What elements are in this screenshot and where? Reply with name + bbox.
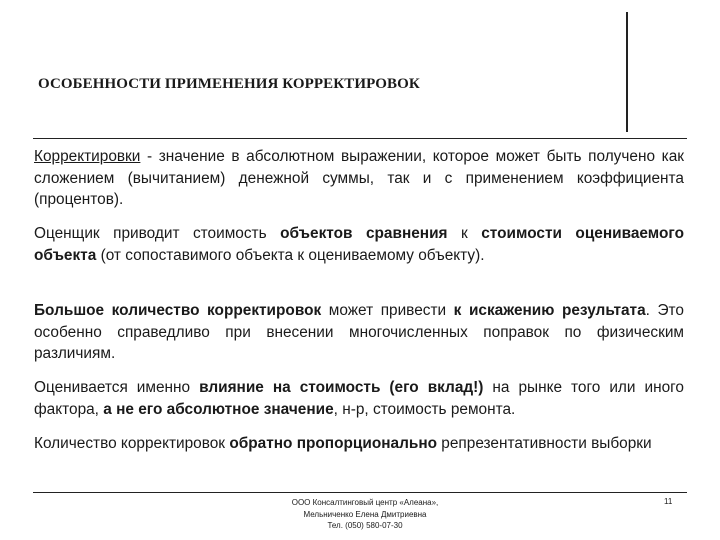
paragraph-influence	[34, 377, 684, 420]
paragraph-appraiser	[34, 223, 684, 266]
paragraph-many-corrections	[34, 300, 684, 365]
p2-text-2: к	[447, 225, 482, 242]
paragraph-definition	[34, 146, 684, 211]
p2-bold-2: стоимости оцениваемого объекта	[34, 225, 684, 264]
p4-text-3: , н-р, стоимость ремонта.	[333, 400, 516, 418]
p5-text-1: Количество корректировок	[34, 435, 230, 452]
vertical-divider	[626, 12, 628, 132]
p4-bold-1: влияние на стоимость (его вклад!)	[199, 379, 484, 396]
p4-text-2: на рынке того или иного фактора,	[34, 379, 684, 418]
p4-bold-2: а не его абсолютное значение	[103, 400, 334, 418]
footer-phone: Тел. (050) 580-07-30	[327, 521, 403, 530]
term-corrections: Корректировки	[34, 148, 141, 165]
p3-bold-2: к искажению результата	[453, 302, 646, 319]
p5-bold-1: обратно пропорционально	[229, 435, 438, 452]
p2-text-1: Оценщик приводит стоимость	[34, 225, 281, 242]
footer-divider	[33, 492, 687, 493]
p3-text-1: может привести	[321, 302, 454, 319]
p4-text-1: Оценивается именно	[34, 379, 200, 396]
paragraph-count	[34, 433, 684, 455]
footer	[250, 497, 480, 532]
p5-text-2: репрезентативности выборки	[437, 435, 652, 452]
title-divider	[33, 138, 687, 139]
p3-bold-1: Большое количество корректировок	[34, 302, 322, 319]
p3-text-2: . Это особенно справедливо при внесении многочисленных поправок по физическим различиям.	[34, 302, 684, 362]
p2-bold-1: объектов сравнения	[280, 225, 448, 242]
p2-text-3: (от сопоставимого объекта к оцениваемому объекту).	[96, 246, 485, 264]
footer-author: Мельниченко Елена Дмитриевна	[303, 509, 427, 519]
footer-company: ООО Консалтинговый центр «Алеана»,	[291, 498, 439, 507]
slide-title: ОСОБЕННОСТИ ПРИМЕНЕНИЯ КОРРЕКТИРОВОК	[38, 76, 420, 92]
definition-text: - значение в абсолютном выражении, которое может быть получено как сложением (вычитанием) денежной суммы, так и с применением коэффициента (процентов).	[34, 148, 684, 208]
page-number: 11	[664, 497, 673, 506]
